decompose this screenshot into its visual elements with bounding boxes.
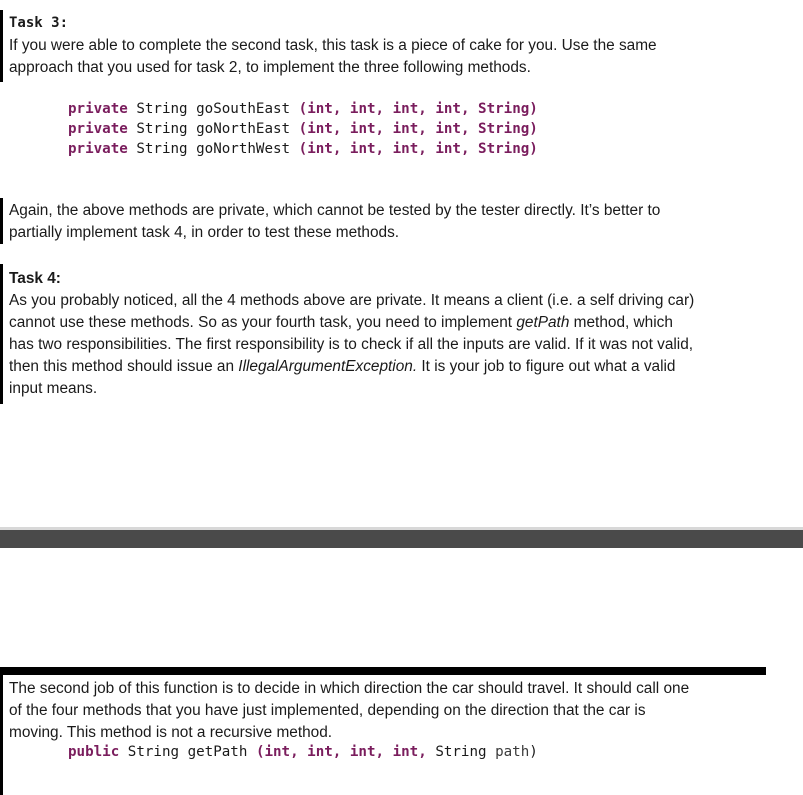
task3-intro-line2: approach that you used for task 2, to implement the three following methods. [9, 59, 531, 76]
task3-heading: Task 3: [9, 15, 69, 31]
task3-note-line2: partially implement task 4, in order to test these methods. [9, 224, 400, 241]
second-job-line1: The second job of this function is to decide in which direction the car should travel. It should call one [9, 680, 690, 697]
task4-line2: cannot use these methods. So as your fourth task, you need to implement getPath method, which [9, 314, 673, 331]
method-signature-2: private String goNorthEast (int, int, int, int, String) [68, 121, 538, 137]
second-job-line3: moving. This method is not a recursive method. [9, 724, 333, 741]
task3-note-line1: Again, the above methods are private, which cannot be tested by the tester directly. It’s better to [9, 202, 661, 219]
left-border-task3 [0, 10, 3, 82]
method-signature-3: private String goNorthWest (int, int, int, int, String) [68, 141, 538, 157]
second-job-line2: of the four methods that you have just implemented, depending on the direction that the car is [9, 702, 646, 719]
method-signature-1: private String goSouthEast (int, int, int, int, String) [68, 101, 538, 117]
left-border-task4 [0, 264, 3, 404]
left-border-note [0, 198, 3, 244]
separator-black [0, 667, 766, 675]
task4-line5: input means. [9, 380, 98, 397]
separator-gray [0, 530, 803, 548]
getpath-signature: public String getPath (int, int, int, int, String path) [68, 744, 538, 760]
task4-heading: Task 4: [9, 270, 61, 287]
task3-intro-line1: If you were able to complete the second task, this task is a piece of cake for you. Use the same [9, 37, 657, 54]
task4-line3: has two responsibilities. The first responsibility is to check if all the inputs are valid. If it was not valid, [9, 336, 694, 353]
task4-line1: As you probably noticed, all the 4 methods above are private. It means a client (i.e. a self driving car) [9, 292, 695, 309]
task4-line4: then this method should issue an IllegalArgumentException. It is your job to figure out what a valid [9, 358, 676, 375]
left-border-second-job [0, 675, 3, 795]
